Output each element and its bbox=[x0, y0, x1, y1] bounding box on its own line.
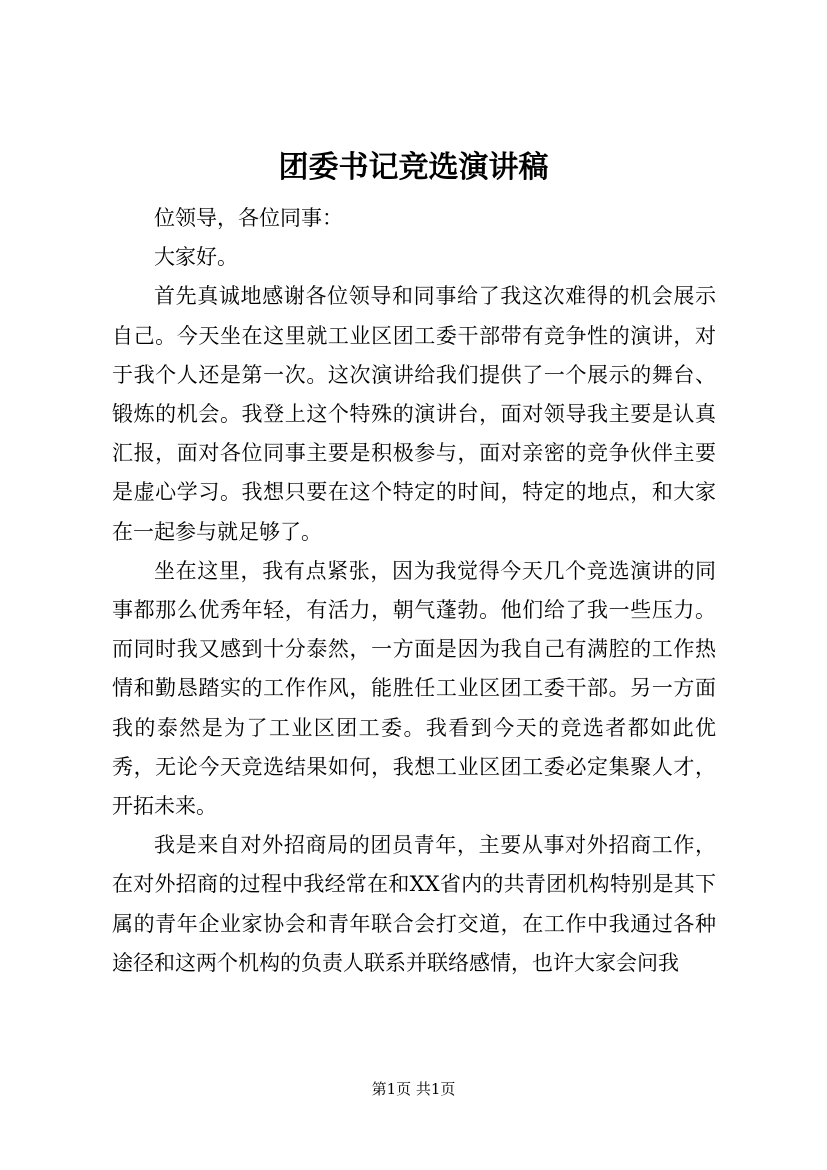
paragraph-salutation: 位领导，各位同事： bbox=[154, 206, 343, 230]
page-number-label: 第1页 共1页 bbox=[371, 1080, 456, 1098]
paragraph-feelings: 坐在这里，我有点紧张，因为我觉得今天几个竞选演讲的同事都那么优秀年轻，有活力，朝气蓬勃。他们给了我一些压力。而同时我又感到十分泰然，一方面是因为我自己有满腔的工作热情和勤恳踏实的工作作风，能胜任工业区团工委干部。另一方面我的泰然是为了工业区团工委。我看到今天的竞选者都如此优秀，无论今天竞选结果如何，我想工业区团工委必定集聚人才，开拓未来。 bbox=[112, 558, 716, 819]
paragraph-greeting: 大家好。 bbox=[154, 245, 238, 270]
paragraph-background: 我是来自对外招商局的团员青年，主要从事对外招商工作，在对外招商的过程中我经常在和XX省内的共青团机构特别是其下属的青年企业家协会和青年联合会打交道，在工作中我通过各种途径和这两个机构的负责人联系并联络感情，也许大家会问我 bbox=[112, 833, 716, 975]
document-body bbox=[112, 199, 716, 983]
page-footer bbox=[0, 1078, 827, 1100]
paragraph-thanks: 首先真诚地感谢各位领导和同事给了我这次难得的机会展示自己。今天坐在这里就工业区团工委干部带有竞争性的演讲，对于我个人还是第一次。这次演讲给我们提供了一个展示的舞台、锻炼的机会。我登上这个特殊的演讲台，面对领导我主要是认真汇报，面对各位同事主要是积极参与，面对亲密的竞争伙伴主要是虚心学习。我想只要在这个特定的时间，特定的地点，和大家在一起参与就足够了。 bbox=[112, 284, 716, 544]
document-title: 团委书记竞选演讲稿 bbox=[278, 150, 549, 185]
